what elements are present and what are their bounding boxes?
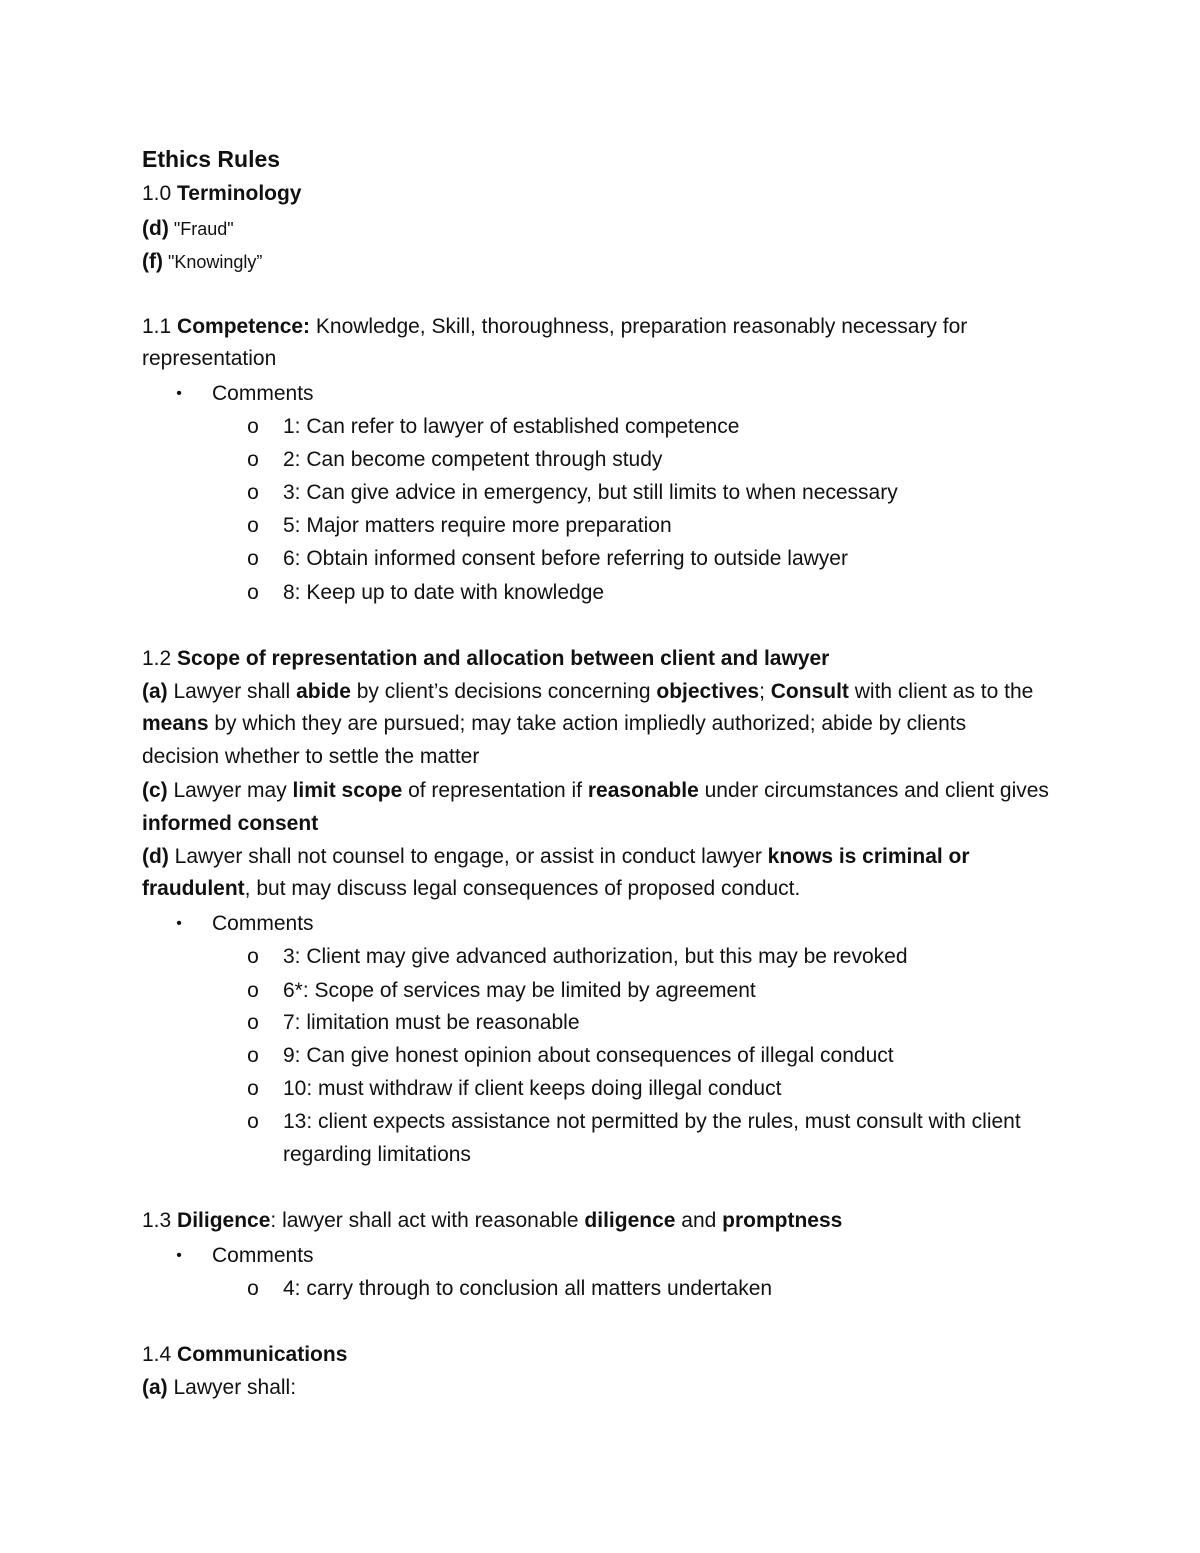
list-item: 6: Obtain informed consent before referring to outside lawyer [283,547,848,570]
rule-c-line-2: informed consent [142,812,319,835]
sub-bullet-marker: o [247,547,259,570]
section-1-3-heading: 1.3 Diligence: lawyer shall act with reasonable diligence and promptness [142,1209,843,1232]
sub-bullet-marker: o [247,481,259,504]
term-f: (f) "Knowingly” [142,250,263,273]
rule-d-line-2: fraudulent, but may discuss legal consequences of proposed conduct. [142,877,801,900]
rule-a-line-3: decision whether to settle the matter [142,745,480,768]
sub-bullet-marker: o [247,1011,259,1034]
comments-label: Comments [212,912,314,935]
list-item: 13: client expects assistance not permitted by the rules, must consult with client [283,1110,1021,1133]
sub-bullet-marker: o [247,979,259,1002]
sub-bullet-marker: o [247,1077,259,1100]
bullet-marker: • [176,1247,182,1264]
comments-label: Comments [212,382,314,405]
rule-1-4-a: (a) Lawyer shall: [142,1376,297,1399]
list-item: 3: Can give advice in emergency, but still limits to when necessary [283,481,898,504]
section-1-1-text-cont: representation [142,347,277,370]
sub-bullet-marker: o [247,448,259,471]
list-item: 1: Can refer to lawyer of established competence [283,415,740,438]
sub-bullet-marker: o [247,1044,259,1067]
sub-bullet-marker: o [247,581,259,604]
list-item: 7: limitation must be reasonable [283,1011,580,1034]
list-item: 10: must withdraw if client keeps doing illegal conduct [283,1077,782,1100]
list-item: 6*: Scope of services may be limited by agreement [283,979,756,1002]
bullet-marker: • [176,915,182,932]
sub-bullet-marker: o [247,1277,259,1300]
list-item: 3: Client may give advanced authorization, but this may be revoked [283,945,908,968]
sub-bullet-marker: o [247,945,259,968]
list-item: 2: Can become competent through study [283,448,663,471]
list-item: 5: Major matters require more preparation [283,514,672,537]
section-1-1-heading: 1.1 Competence: Knowledge, Skill, thoroughness, preparation reasonably necessary for [142,315,968,338]
list-item: 9: Can give honest opinion about consequences of illegal conduct [283,1044,894,1067]
sub-bullet-marker: o [247,514,259,537]
list-item: 4: carry through to conclusion all matters undertaken [283,1277,773,1300]
section-1-4-heading: 1.4 Communications [142,1343,348,1366]
comments-label: Comments [212,1244,314,1267]
document-title: Ethics Rules [142,146,281,172]
rule-a-line-1: (a) Lawyer shall abide by client’s decisions concerning objectives; Consult with client as to the [142,680,1034,703]
bullet-marker: • [176,385,182,402]
section-1-0-heading: 1.0 Terminology [142,182,302,205]
rule-d-line-1: (d) Lawyer shall not counsel to engage, or assist in conduct lawyer knows is criminal or [142,845,970,868]
rule-c-line-1: (c) Lawyer may limit scope of representation if reasonable under circumstances and client gives [142,779,1049,802]
list-item: 8: Keep up to date with knowledge [283,581,605,604]
sub-bullet-marker: o [247,1110,259,1133]
rule-a-line-2: means by which they are pursued; may take action impliedly authorized; abide by clients [142,712,967,735]
section-1-2-heading: 1.2 Scope of representation and allocation between client and lawyer [142,647,830,670]
term-d: (d) "Fraud" [142,217,234,240]
sub-bullet-marker: o [247,415,259,438]
list-item-continuation: regarding limitations [283,1143,471,1166]
